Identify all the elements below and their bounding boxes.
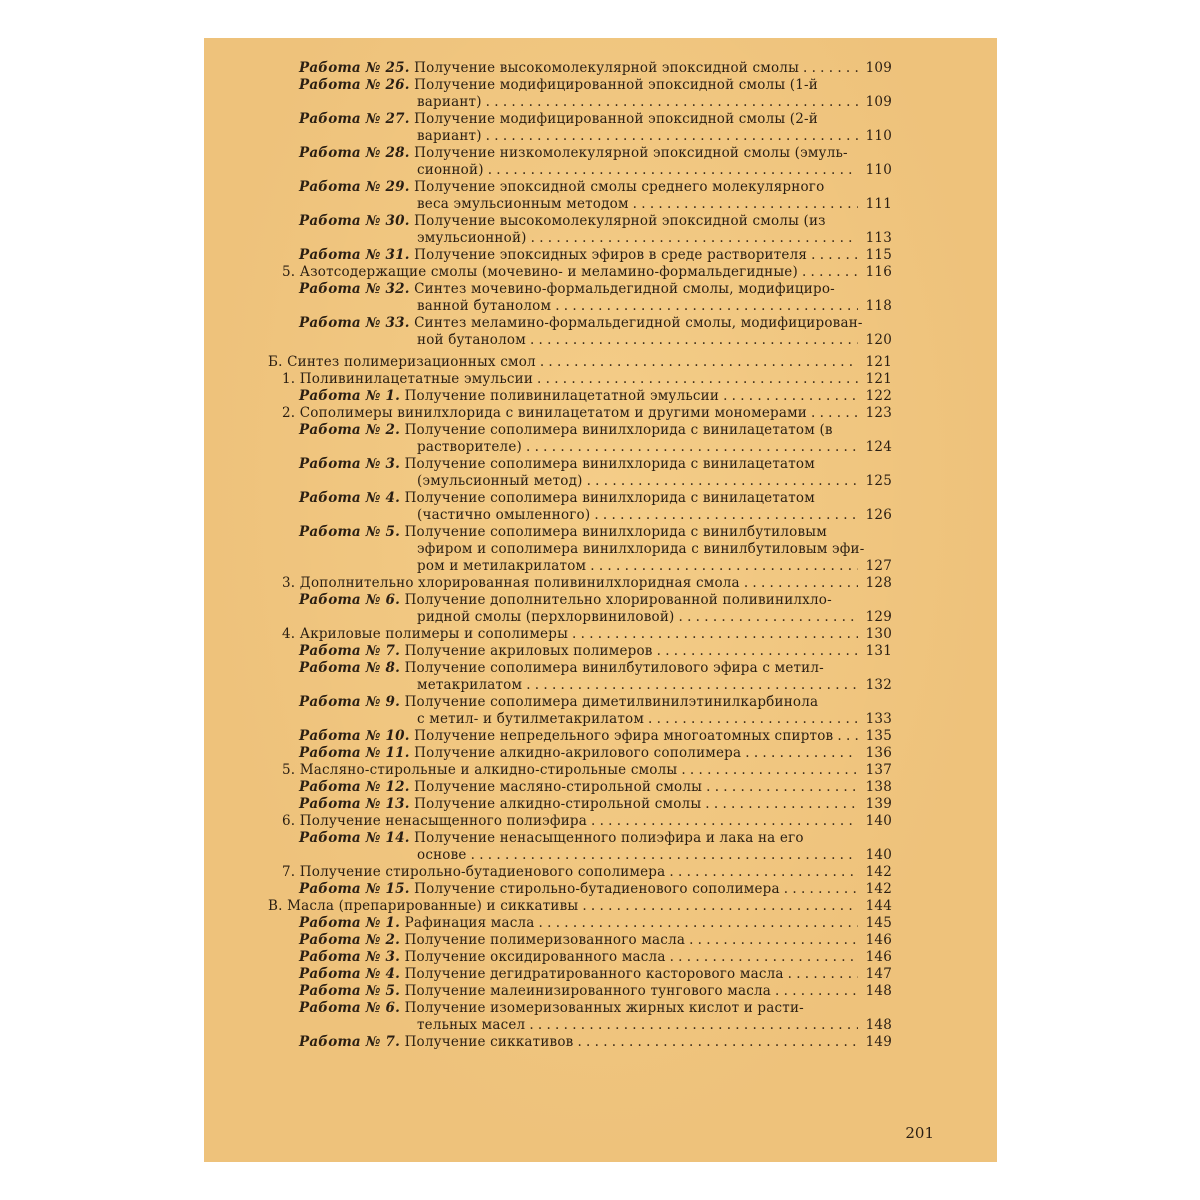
- work-label: Работа № 7.: [299, 643, 401, 659]
- toc-entry-section: [204, 762, 997, 779]
- leader-dots: [670, 949, 858, 966]
- page-number: 201: [905, 1124, 934, 1142]
- entry-page-number: 146: [865, 932, 892, 948]
- toc-entry-section: [204, 264, 997, 281]
- leader-dots: [587, 473, 858, 490]
- leader-dots: [531, 230, 858, 247]
- entry-title: Получение ненасыщенного полиэфира и лака на его: [414, 830, 804, 846]
- entry-page-number: 115: [865, 247, 892, 263]
- leader-dots: [745, 745, 858, 762]
- work-label: Работа № 5.: [299, 524, 401, 540]
- leader-dots: [784, 881, 858, 898]
- toc-entry-section: [204, 354, 997, 371]
- toc-entry-work: [204, 643, 997, 660]
- entry-page-number: 142: [865, 881, 892, 897]
- work-label: Работа № 1.: [299, 388, 401, 404]
- entry-page-number: 140: [865, 813, 892, 829]
- toc-entry-work: [204, 660, 997, 694]
- entry-page-number: 121: [865, 371, 892, 387]
- toc-entry-section: [204, 371, 997, 388]
- entry-page-number: 145: [865, 915, 892, 931]
- leader-dots: [577, 1034, 858, 1051]
- leader-dots: [590, 558, 858, 575]
- work-label: Работа № 26.: [299, 77, 410, 93]
- entry-title: Получение сополимера винилхлорида с винилацетатом: [404, 490, 815, 506]
- leader-dots: [486, 94, 858, 111]
- work-label: Работа № 3.: [299, 949, 401, 965]
- entry-title: Б. Синтез полимеризационных смол: [268, 354, 536, 370]
- toc-entry-work: [204, 728, 997, 745]
- entry-title: Получение модифицированной эпоксидной смолы (1-й: [414, 77, 819, 93]
- entry-title: 6. Получение ненасыщенного полиэфира: [282, 813, 587, 829]
- leader-dots: [555, 298, 858, 315]
- work-label: Работа № 12.: [299, 779, 410, 795]
- entry-page-number: 137: [865, 762, 892, 778]
- toc-entry-work: [204, 983, 997, 1000]
- entry-page-number: 126: [865, 507, 892, 523]
- leader-dots: [669, 864, 858, 881]
- work-label: Работа № 2.: [299, 422, 401, 438]
- entry-title: вариант): [417, 128, 482, 144]
- entry-title: 2. Сополимеры винилхлорида с винилацетатом и другими мономерами: [282, 405, 807, 421]
- entry-page-number: 136: [865, 745, 892, 761]
- entry-page-number: 144: [865, 898, 892, 914]
- leader-dots: [705, 796, 858, 813]
- leader-dots: [802, 264, 858, 281]
- entry-title: растворителе): [417, 439, 522, 455]
- entry-page-number: 149: [865, 1034, 892, 1050]
- leader-dots: [706, 779, 858, 796]
- leader-dots: [775, 983, 858, 1000]
- work-label: Работа № 33.: [299, 315, 410, 331]
- work-label: Работа № 2.: [299, 932, 401, 948]
- work-label: Работа № 4.: [299, 966, 401, 982]
- entry-title: (эмульсионный метод): [417, 473, 583, 489]
- entry-page-number: 116: [865, 264, 892, 280]
- entry-page-number: 113: [865, 230, 892, 246]
- entry-page-number: 111: [865, 196, 892, 212]
- toc-entry-work: [204, 524, 997, 575]
- entry-title: 3. Дополнительно хлорированная поливинилхлоридная смола: [282, 575, 740, 591]
- leader-dots: [657, 643, 858, 660]
- entry-page-number: 109: [865, 94, 892, 110]
- entry-title: Получение сополимера винилбутилового эфира с метил-: [404, 660, 824, 676]
- entry-page-number: 140: [865, 847, 892, 863]
- entry-title: Получение алкидно-акрилового сополимера: [414, 745, 742, 761]
- leader-dots: [539, 915, 858, 932]
- entry-title: Получение модифицированной эпоксидной смолы (2-й: [414, 111, 819, 127]
- work-label: Работа № 32.: [299, 281, 410, 297]
- entry-title: Получение малеинизированного тунгового масла: [404, 983, 772, 999]
- work-label: Работа № 7.: [299, 1034, 401, 1050]
- entry-title: Получение непредельного эфира многоатомных спиртов: [414, 728, 834, 744]
- toc-entry-work: [204, 949, 997, 966]
- leader-dots: [681, 762, 858, 779]
- toc-entry-work: [204, 745, 997, 762]
- work-label: Работа № 29.: [299, 179, 410, 195]
- entry-title: Получение масляно-стирольной смолы: [414, 779, 703, 795]
- entry-page-number: 129: [865, 609, 892, 625]
- entry-page-number: 110: [865, 128, 892, 144]
- toc-entry-work: [204, 77, 997, 111]
- leader-dots: [594, 507, 858, 524]
- entry-page-number: 109: [865, 60, 892, 76]
- toc-entry-work: [204, 213, 997, 247]
- table-of-contents: [204, 60, 997, 1051]
- leader-dots: [540, 354, 858, 371]
- work-label: Работа № 31.: [299, 247, 410, 263]
- leader-dots: [486, 128, 858, 145]
- leader-dots: [689, 932, 858, 949]
- leader-dots: [471, 847, 858, 864]
- entry-title: ридной смолы (перхлорвиниловой): [417, 609, 675, 625]
- entry-title: Получение высокомолекулярной эпоксидной смолы (из: [414, 213, 826, 229]
- leader-dots: [572, 626, 858, 643]
- work-label: Работа № 11.: [299, 745, 410, 761]
- entry-title: Получение полимеризованного масла: [404, 932, 686, 948]
- entry-title: Получение стирольно-бутадиенового сополимера: [414, 881, 780, 897]
- entry-title: 5. Азотсодержащие смолы (мочевино- и меламино-формальдегидные): [282, 264, 798, 280]
- entry-title: эмульсионной): [417, 230, 527, 246]
- work-label: Работа № 6.: [299, 1000, 401, 1016]
- entry-title: Получение сополимера винилхлорида с винилацетатом (в: [404, 422, 833, 438]
- work-label: Работа № 3.: [299, 456, 401, 472]
- entry-page-number: 118: [865, 298, 892, 314]
- entry-title: Синтез меламино-формальдегидной смолы, модифицирован-: [414, 315, 863, 331]
- toc-entry-work: [204, 881, 997, 898]
- toc-entry-section: [204, 813, 997, 830]
- entry-title: сионной): [417, 162, 484, 178]
- entry-page-number: 131: [865, 643, 892, 659]
- entry-page-number: 148: [865, 1017, 892, 1033]
- work-label: Работа № 25.: [299, 60, 410, 76]
- entry-page-number: 125: [865, 473, 892, 489]
- entry-page-number: 138: [865, 779, 892, 795]
- leader-dots: [648, 711, 858, 728]
- entry-title: (частично омыленного): [417, 507, 591, 523]
- entry-title: Получение поливинилацетатной эмульсии: [404, 388, 720, 404]
- toc-entry-work: [204, 915, 997, 932]
- work-label: Работа № 13.: [299, 796, 410, 812]
- entry-page-number: 148: [865, 983, 892, 999]
- entry-title: Получение изомеризованных жирных кислот и расти-: [404, 1000, 804, 1016]
- leader-dots: [633, 196, 858, 213]
- entry-title: Получение низкомолекулярной эпоксидной смолы (эмуль-: [414, 145, 848, 161]
- entry-title: веса эмульсионным методом: [417, 196, 629, 212]
- entry-title: В. Масла (препарированные) и сиккативы: [268, 898, 579, 914]
- entry-title: Получение сополимера диметилвинилэтинилкарбинола: [404, 694, 819, 710]
- entry-page-number: 121: [865, 354, 892, 370]
- leader-dots: [530, 332, 858, 349]
- entry-title: тельных масел: [417, 1017, 526, 1033]
- toc-entry-work: [204, 456, 997, 490]
- leader-dots: [582, 898, 858, 915]
- entry-title: Получение эпоксидной смолы среднего молекулярного: [414, 179, 825, 195]
- entry-page-number: 130: [865, 626, 892, 642]
- leader-dots: [488, 162, 858, 179]
- work-label: Работа № 1.: [299, 915, 401, 931]
- toc-entry-work: [204, 796, 997, 813]
- toc-entry-work: [204, 592, 997, 626]
- leader-dots: [837, 728, 858, 745]
- entry-title: Получение эпоксидных эфиров в среде растворителя: [414, 247, 808, 263]
- toc-entry-work: [204, 315, 997, 349]
- leader-dots: [529, 1017, 858, 1034]
- entry-page-number: 142: [865, 864, 892, 880]
- leader-dots: [723, 388, 858, 405]
- toc-entry-work: [204, 422, 997, 456]
- entry-title: Получение высокомолекулярной эпоксидной смолы: [414, 60, 800, 76]
- leader-dots: [679, 609, 858, 626]
- entry-title: эфиром и сополимера винилхлорида с винилбутиловым эфи-: [417, 541, 865, 557]
- work-label: Работа № 6.: [299, 592, 401, 608]
- toc-entry-work: [204, 694, 997, 728]
- toc-entry-work: [204, 1034, 997, 1051]
- entry-title: Получение сополимера винилхлорида с винилацетатом: [404, 456, 815, 472]
- toc-entry-work: [204, 388, 997, 405]
- work-label: Работа № 4.: [299, 490, 401, 506]
- entry-title: Получение акриловых полимеров: [404, 643, 653, 659]
- toc-entry-work: [204, 830, 997, 864]
- leader-dots: [526, 439, 858, 456]
- toc-entry-work: [204, 490, 997, 524]
- entry-title: основе: [417, 847, 467, 863]
- entry-title: Получение дополнительно хлорированной поливинилхло-: [404, 592, 832, 608]
- entry-page-number: 132: [865, 677, 892, 693]
- entry-title: метакрилатом: [417, 677, 523, 693]
- leader-dots: [744, 575, 858, 592]
- toc-entry-work: [204, 179, 997, 213]
- leader-dots: [803, 60, 858, 77]
- leader-dots: [788, 966, 858, 983]
- toc-entry-work: [204, 145, 997, 179]
- work-label: Работа № 5.: [299, 983, 401, 999]
- leader-dots: [811, 405, 858, 422]
- toc-entry-work: [204, 111, 997, 145]
- entry-title: Получение оксидированного масла: [404, 949, 666, 965]
- toc-entry-work: [204, 60, 997, 77]
- entry-title: ром и метилакрилатом: [417, 558, 587, 574]
- entry-title: Рафинация масла: [404, 915, 535, 931]
- entry-page-number: 139: [865, 796, 892, 812]
- toc-entry-section: [204, 405, 997, 422]
- toc-entry-work: [204, 779, 997, 796]
- toc-entry-work: [204, 1000, 997, 1034]
- toc-entry-section: [204, 626, 997, 643]
- toc-entry-section: [204, 898, 997, 915]
- entry-page-number: 120: [865, 332, 892, 348]
- entry-title: Получение дегидратированного касторового масла: [404, 966, 784, 982]
- entry-title: 5. Масляно-стирольные и алкидно-стирольные смолы: [282, 762, 678, 778]
- toc-entry-work: [204, 281, 997, 315]
- entry-page-number: 124: [865, 439, 892, 455]
- work-label: Работа № 15.: [299, 881, 410, 897]
- entry-title: ванной бутанолом: [417, 298, 552, 314]
- work-label: Работа № 14.: [299, 830, 410, 846]
- entry-page-number: 147: [865, 966, 892, 982]
- entry-page-number: 110: [865, 162, 892, 178]
- entry-page-number: 133: [865, 711, 892, 727]
- entry-title: 4. Акриловые полимеры и сополимеры: [282, 626, 569, 642]
- work-label: Работа № 27.: [299, 111, 410, 127]
- entry-title: Получение алкидно-стирольной смолы: [414, 796, 702, 812]
- work-label: Работа № 10.: [299, 728, 410, 744]
- entry-title: 7. Получение стирольно-бутадиенового сополимера: [282, 864, 666, 880]
- entry-page-number: 135: [865, 728, 892, 744]
- leader-dots: [811, 247, 858, 264]
- work-label: Работа № 28.: [299, 145, 410, 161]
- entry-page-number: 146: [865, 949, 892, 965]
- toc-entry-work: [204, 932, 997, 949]
- leader-dots: [591, 813, 858, 830]
- entry-title: Получение сополимера винилхлорида с винилбутиловым: [404, 524, 827, 540]
- entry-page-number: 127: [865, 558, 892, 574]
- toc-entry-section: [204, 864, 997, 881]
- toc-entry-work: [204, 247, 997, 264]
- entry-title: вариант): [417, 94, 482, 110]
- work-label: Работа № 30.: [299, 213, 410, 229]
- leader-dots: [526, 677, 858, 694]
- work-label: Работа № 8.: [299, 660, 401, 676]
- toc-entry-section: [204, 575, 997, 592]
- entry-title: Получение сиккативов: [404, 1034, 574, 1050]
- entry-title: ной бутанолом: [417, 332, 526, 348]
- entry-page-number: 122: [865, 388, 892, 404]
- toc-entry-work: [204, 966, 997, 983]
- entry-page-number: 128: [865, 575, 892, 591]
- entry-title: 1. Поливинилацетатные эмульсии: [282, 371, 534, 387]
- entry-title: с метил- и бутилметакрилатом: [417, 711, 645, 727]
- book-page: [204, 38, 997, 1162]
- leader-dots: [537, 371, 858, 388]
- work-label: Работа № 9.: [299, 694, 401, 710]
- entry-page-number: 123: [865, 405, 892, 421]
- entry-title: Синтез мочевино-формальдегидной смолы, модифициро-: [414, 281, 835, 297]
